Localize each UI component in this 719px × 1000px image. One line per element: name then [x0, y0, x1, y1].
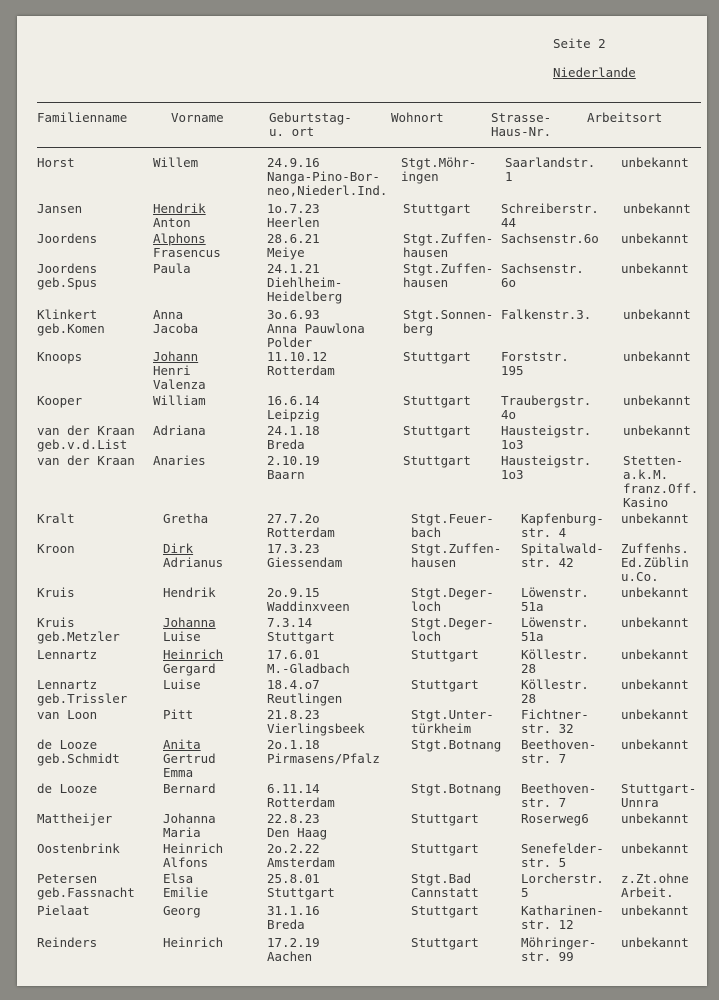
cell-wohnort: Stgt.Bad Cannstatt — [411, 871, 479, 900]
cell-geburtstag-ort: 11.10.12 Rotterdam — [267, 349, 335, 378]
cell-vorname: Luise — [163, 677, 201, 692]
cell-vorname: William — [153, 393, 206, 408]
cell-familienname: Kruis — [37, 585, 75, 600]
cell-wohnort: Stgt.Botnang — [411, 781, 502, 796]
cell-arbeitsort: unbekannt — [621, 677, 689, 692]
cell-familienname: Horst — [37, 155, 75, 170]
cell-familienname: Klinkert geb.Komen — [37, 307, 105, 336]
cell-strasse: Saarlandstr. 1 — [505, 155, 596, 184]
cell-wohnort: Stgt.Deger- loch — [411, 615, 494, 644]
cell-arbeitsort: unbekannt — [621, 155, 689, 170]
cell-arbeitsort: z.Zt.ohne Arbeit. — [621, 871, 689, 900]
cell-strasse: Traubergstr. 4o — [501, 393, 592, 422]
cell-strasse: Beethoven- str. 7 — [521, 781, 597, 810]
cell-strasse: Köllestr. 28 — [521, 647, 589, 676]
cell-arbeitsort: unbekannt — [621, 935, 689, 950]
cell-arbeitsort: unbekannt — [621, 261, 689, 276]
cell-arbeitsort: unbekannt — [621, 737, 689, 752]
cell-arbeitsort: Zuffenhs. Ed.Züblin u.Co. — [621, 541, 689, 584]
cell-strasse: Beethoven- str. 7 — [521, 737, 597, 766]
cell-familienname: Lennartz geb.Trissler — [37, 677, 128, 706]
cell-wohnort: Stuttgart — [411, 903, 479, 918]
cell-wohnort: Stuttgart — [411, 935, 479, 950]
cell-arbeitsort: unbekannt — [621, 585, 689, 600]
cell-familienname: Lennartz — [37, 647, 98, 662]
cell-wohnort: Stuttgart — [403, 453, 471, 468]
cell-wohnort: Stgt.Möhr- ingen — [401, 155, 477, 184]
cell-vorname: Anita Gertrud Emma — [163, 737, 216, 780]
cell-wohnort: Stgt.Zuffen- hausen — [403, 261, 494, 290]
cell-geburtstag-ort: 18.4.o7 Reutlingen — [267, 677, 343, 706]
cell-arbeitsort: unbekannt — [623, 201, 691, 216]
cell-geburtstag-ort: 22.8.23 Den Haag — [267, 811, 328, 840]
cell-geburtstag-ort: 1o.7.23 Heerlen — [267, 201, 320, 230]
cell-vorname: Anaries — [153, 453, 206, 468]
cell-wohnort: Stuttgart — [411, 677, 479, 692]
cell-strasse: Fichtner- str. 32 — [521, 707, 589, 736]
cell-geburtstag-ort: 2o.2.22 Amsterdam — [267, 841, 335, 870]
cell-vorname: Bernard — [163, 781, 216, 796]
cell-strasse: Sachsenstr. 6o — [501, 261, 584, 290]
cell-geburtstag-ort: 6.11.14 Rotterdam — [267, 781, 335, 810]
cell-arbeitsort: unbekannt — [621, 231, 689, 246]
cell-vorname: Johanna Maria — [163, 811, 216, 840]
cell-vorname: Gretha — [163, 511, 209, 526]
cell-strasse: Katharinen- str. 12 — [521, 903, 604, 932]
cell-strasse: Löwenstr. 51a — [521, 615, 589, 644]
cell-strasse: Falkenstr.3. — [501, 307, 592, 322]
cell-familienname: Petersen geb.Fassnacht — [37, 871, 135, 900]
cell-wohnort: Stuttgart — [403, 423, 471, 438]
cell-wohnort: Stgt.Feuer- bach — [411, 511, 494, 540]
column-header: Strasse- Haus-Nr. — [491, 110, 552, 139]
cell-familienname: Kooper — [37, 393, 83, 408]
cell-strasse: Löwenstr. 51a — [521, 585, 589, 614]
cell-arbeitsort: unbekannt — [621, 707, 689, 722]
header-rule-bottom — [37, 147, 701, 148]
cell-wohnort: Stgt.Zuffen- hausen — [403, 231, 494, 260]
column-header: Vorname — [171, 110, 224, 125]
cell-wohnort: Stuttgart — [411, 647, 479, 662]
cell-familienname: Knoops — [37, 349, 83, 364]
cell-strasse: Sachsenstr.6o — [501, 231, 599, 246]
cell-arbeitsort: unbekannt — [621, 647, 689, 662]
cell-familienname: Kruis geb.Metzler — [37, 615, 120, 644]
cell-vorname: Johanna Luise — [163, 615, 216, 644]
cell-familienname: Jansen — [37, 201, 83, 216]
cell-geburtstag-ort: 28.6.21 Meiye — [267, 231, 320, 260]
cell-vorname: Anna Jacoba — [153, 307, 199, 336]
cell-vorname: Alphons Frasencus — [153, 231, 221, 260]
cell-geburtstag-ort: 24.1.21 Diehlheim- Heidelberg — [267, 261, 343, 304]
cell-strasse: Lorcherstr. 5 — [521, 871, 604, 900]
column-header: Familienname — [37, 110, 128, 125]
cell-vorname: Heinrich — [163, 935, 224, 950]
cell-strasse: Forststr. 195 — [501, 349, 569, 378]
cell-geburtstag-ort: 17.6.01 M.-Gladbach — [267, 647, 350, 676]
cell-arbeitsort: Stuttgart- Unnra — [621, 781, 697, 810]
cell-arbeitsort: unbekannt — [623, 393, 691, 408]
cell-strasse: Roserweg6 — [521, 811, 589, 826]
cell-vorname: Georg — [163, 903, 201, 918]
document-page — [17, 16, 707, 986]
cell-wohnort: Stgt.Deger- loch — [411, 585, 494, 614]
cell-vorname: Paula — [153, 261, 191, 276]
cell-arbeitsort: unbekannt — [623, 307, 691, 322]
cell-wohnort: Stgt.Zuffen- hausen — [411, 541, 502, 570]
cell-vorname: Johann Henri Valenza — [153, 349, 206, 392]
column-header: Wohnort — [391, 110, 444, 125]
cell-familienname: van Loon — [37, 707, 98, 722]
cell-arbeitsort: Stetten- a.k.M. franz.Off. Kasino — [623, 453, 699, 510]
cell-wohnort: Stuttgart — [403, 393, 471, 408]
country-heading: Niederlande — [553, 65, 636, 80]
cell-wohnort: Stuttgart — [411, 811, 479, 826]
cell-geburtstag-ort: 25.8.01 Stuttgart — [267, 871, 335, 900]
cell-arbeitsort: unbekannt — [621, 511, 689, 526]
cell-geburtstag-ort: 21.8.23 Vierlingsbeek — [267, 707, 365, 736]
cell-strasse: Köllestr. 28 — [521, 677, 589, 706]
cell-vorname: Hendrik Anton — [153, 201, 206, 230]
cell-familienname: Kralt — [37, 511, 75, 526]
cell-geburtstag-ort: 24.1.18 Breda — [267, 423, 320, 452]
cell-geburtstag-ort: 3o.6.93 Anna Pauwlona Polder — [267, 307, 365, 350]
cell-vorname: Willem — [153, 155, 199, 170]
cell-strasse: Hausteigstr. 1o3 — [501, 453, 592, 482]
cell-familienname: de Looze geb.Schmidt — [37, 737, 120, 766]
cell-vorname: Hendrik — [163, 585, 216, 600]
page-number: Seite 2 — [553, 36, 606, 51]
cell-familienname: Kroon — [37, 541, 75, 556]
cell-strasse: Möhringer- str. 99 — [521, 935, 597, 964]
cell-arbeitsort: unbekannt — [621, 841, 689, 856]
cell-geburtstag-ort: 27.7.2o Rotterdam — [267, 511, 335, 540]
cell-strasse: Kapfenburg- str. 4 — [521, 511, 604, 540]
cell-vorname: Elsa Emilie — [163, 871, 209, 900]
cell-geburtstag-ort: 2.10.19 Baarn — [267, 453, 320, 482]
cell-strasse: Schreiberstr. 44 — [501, 201, 599, 230]
cell-geburtstag-ort: 16.6.14 Leipzig — [267, 393, 320, 422]
cell-geburtstag-ort: 24.9.16 Nanga-Pino-Bor- neo,Niederl.Ind. — [267, 155, 388, 198]
cell-arbeitsort: unbekannt — [621, 903, 689, 918]
cell-wohnort: Stuttgart — [403, 349, 471, 364]
cell-familienname: Reinders — [37, 935, 98, 950]
cell-vorname: Heinrich Alfons — [163, 841, 224, 870]
cell-vorname: Pitt — [163, 707, 194, 722]
cell-arbeitsort: unbekannt — [623, 349, 691, 364]
cell-familienname: Joordens — [37, 231, 98, 246]
cell-strasse: Hausteigstr. 1o3 — [501, 423, 592, 452]
cell-geburtstag-ort: 17.3.23 Giessendam — [267, 541, 343, 570]
cell-arbeitsort: unbekannt — [621, 811, 689, 826]
cell-geburtstag-ort: 7.3.14 Stuttgart — [267, 615, 335, 644]
cell-strasse: Senefelder- str. 5 — [521, 841, 604, 870]
column-header: Geburtstag- u. ort — [269, 110, 352, 139]
cell-arbeitsort: unbekannt — [623, 423, 691, 438]
cell-familienname: van der Kraan geb.v.d.List — [37, 423, 135, 452]
cell-strasse: Spitalwald- str. 42 — [521, 541, 604, 570]
cell-familienname: Oostenbrink — [37, 841, 120, 856]
cell-vorname: Heinrich Gergard — [163, 647, 224, 676]
cell-wohnort: Stgt.Sonnen- berg — [403, 307, 494, 336]
column-header: Arbeitsort — [587, 110, 663, 125]
cell-familienname: de Looze — [37, 781, 98, 796]
header-rule-top — [37, 102, 701, 103]
cell-arbeitsort: unbekannt — [621, 615, 689, 630]
cell-vorname: Dirk Adrianus — [163, 541, 224, 570]
cell-wohnort: Stgt.Botnang — [411, 737, 502, 752]
cell-familienname: van der Kraan — [37, 453, 135, 468]
cell-wohnort: Stuttgart — [411, 841, 479, 856]
cell-familienname: Joordens geb.Spus — [37, 261, 98, 290]
cell-geburtstag-ort: 31.1.16 Breda — [267, 903, 320, 932]
cell-geburtstag-ort: 2o.1.18 Pirmasens/Pfalz — [267, 737, 380, 766]
cell-wohnort: Stgt.Unter- türkheim — [411, 707, 494, 736]
cell-geburtstag-ort: 17.2.19 Aachen — [267, 935, 320, 964]
cell-geburtstag-ort: 2o.9.15 Waddinxveen — [267, 585, 350, 614]
cell-vorname: Adriana — [153, 423, 206, 438]
cell-familienname: Mattheijer — [37, 811, 113, 826]
cell-familienname: Pielaat — [37, 903, 90, 918]
cell-wohnort: Stuttgart — [403, 201, 471, 216]
